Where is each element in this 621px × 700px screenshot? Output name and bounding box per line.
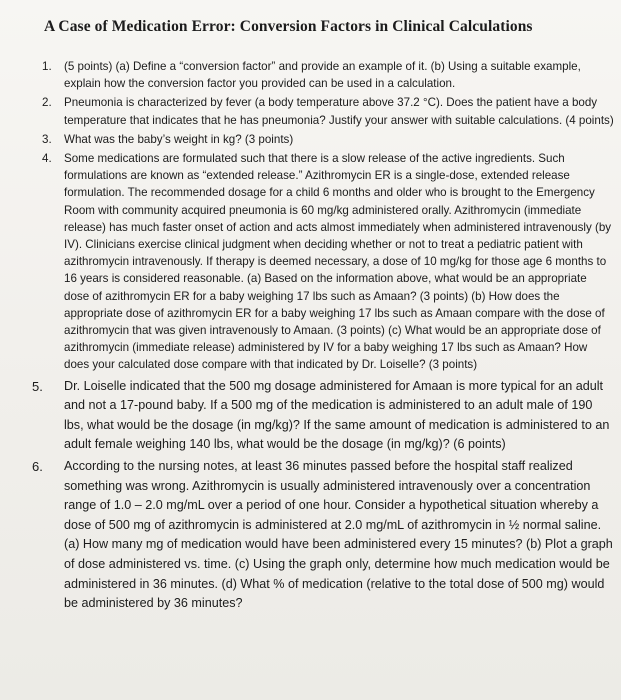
question-6 — [30, 457, 615, 614]
question-number: 5. — [32, 378, 43, 394]
question-number: 1. — [42, 60, 52, 73]
question-2 — [30, 94, 615, 128]
question-5 — [30, 377, 615, 455]
question-4 — [30, 150, 615, 374]
question-text: According to the nursing notes, at least 36 minutes passed before the hospital staff realized something was wrong. Azithromycin is usually administered intravenously over a concentration range of 1.0 – 2.0 mg/mL over a period of one hour. Consider a hypothetical situation whereby a dose of 500 mg of azithromycin is administered at 2.0 mg/mL of azithromycin in ½ normal saline. (a) How many mg of medication would have been administered every 15 minutes? (b) Plot a graph of dose administered vs. time. (c) Using the graph only, determine how much medication would be administered in 36 minutes. (d) What % of medication (relative to the total dose of 500 mg) would be administered by 36 minutes? — [64, 459, 613, 611]
question-text: Dr. Loiselle indicated that the 500 mg dosage administered for Amaan is more typical for an adult and not a 17-pound baby. If a 500 mg of the medication is administered to an adult male of 190 lbs, what would be the dosage (in mg/kg)? If the same amount of medication is administered to an adult female weighing 140 lbs, what would be the dosage (in mg/kg)? (6 points) — [64, 378, 610, 452]
question-text: Some medications are formulated such that there is a slow release of the active ingredients. Such formulations are known as “extended release.” Azithromycin ER is a single-dose, extended release formulation. The recommended dosage for a child 6 months and older who is brought to the Emergency Room with community acquired pneumonia is 60 mg/kg administered orally. Azithromycin (immediate release) has much faster onset of action and acts almost immediately when administered intravenously (by IV). Clinicians exercise clinical judgment when deciding whether or not to treat a pediatric patient with azithromycin intravenously. If therapy is deemed necessary, a dose of 10 mg/kg for those age 6 months to 16 years is considered reasonable. (a) Based on the information above, what would be an appropriate dose of azithromycin ER for a baby weighing 17 lbs such as Amaan? (3 points) (b) How does the appropriate dose of azithromycin ER for a baby weighing 17 lbs such as Amaan compare with the dose of azithromycin that was given intravenously to Amaan. (3 points) (c) What would be an appropriate dose of azithromycin (immediate release) administered by IV for a baby weighing 17 lbs such as Amaan? How does your calculated dose compare with that indicated by Dr. Loiselle? (3 points) — [64, 152, 612, 372]
question-list — [30, 58, 615, 616]
question-text: What was the baby’s weight in kg? (3 points) — [64, 132, 294, 146]
question-number: 2. — [42, 96, 52, 110]
question-1 — [30, 58, 615, 92]
question-text: Pneumonia is characterized by fever (a body temperature above 37.2 °C). Does the patient have a body temperature that indicates that he has pneumonia? Justify your answer with suitable calculations. (4 points) — [64, 96, 614, 127]
question-text: (5 points) (a) Define a “conversion factor” and provide an example of it. (b) Using a suitable example, explain how the conversion factor you provided can be used in a calculation. — [64, 60, 581, 91]
question-number: 4. — [42, 152, 52, 166]
document-title: A Case of Medication Error: Conversion Factors in Clinical Calculations — [44, 18, 533, 35]
question-number: 3. — [42, 132, 52, 146]
question-number: 6. — [32, 459, 43, 475]
question-3 — [30, 131, 615, 148]
